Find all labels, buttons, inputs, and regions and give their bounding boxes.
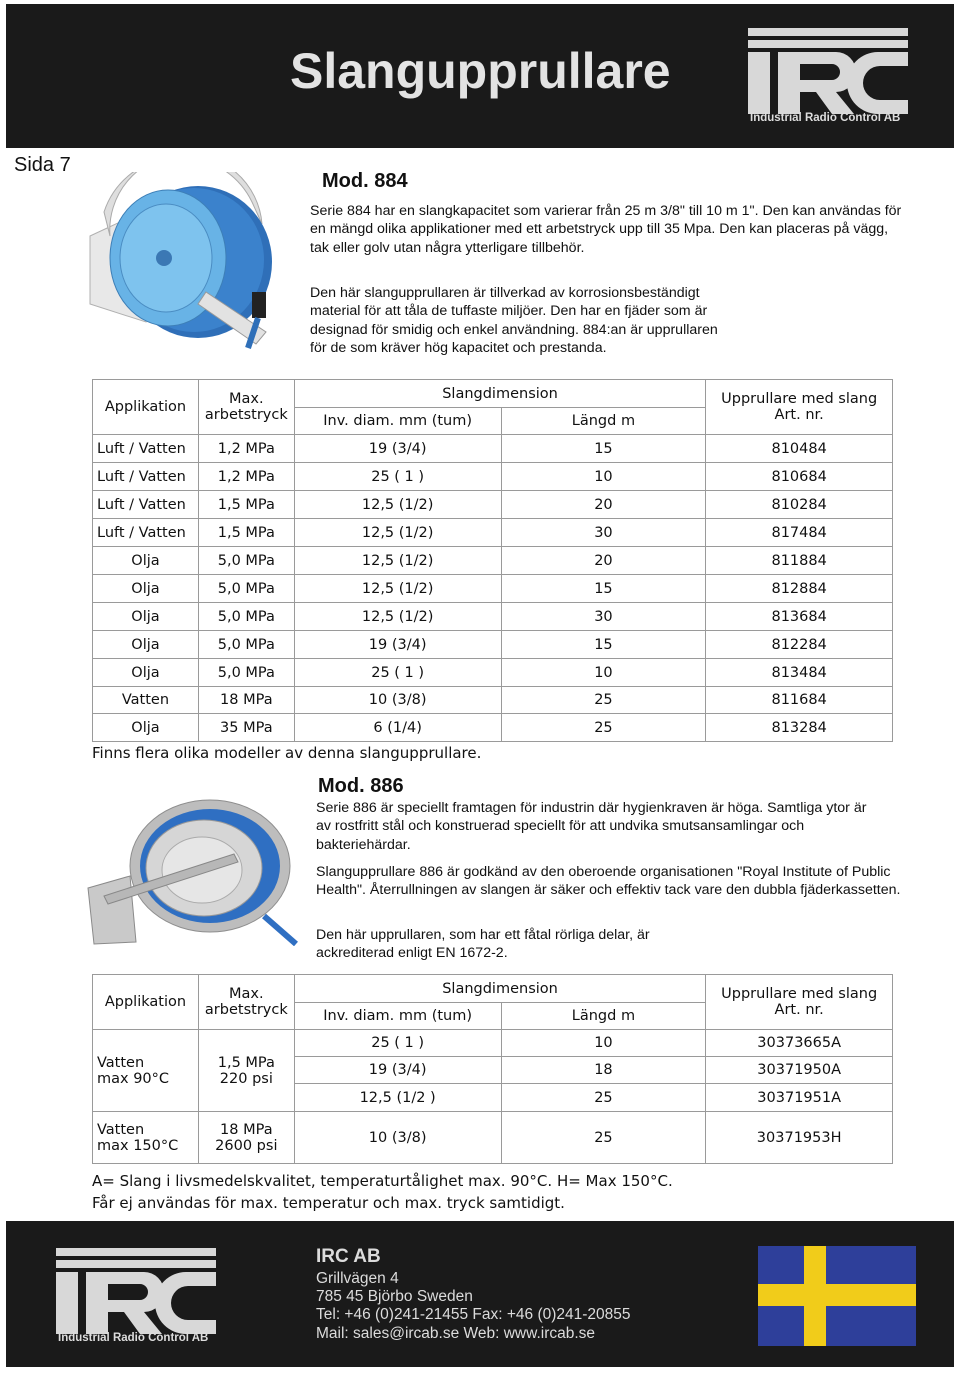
cell-art: 810484 [706, 435, 893, 463]
header-arbetstryck: arbetstryck [204, 1002, 288, 1018]
app-line: Vatten [97, 1054, 145, 1071]
cell-length: 20 [501, 491, 706, 519]
cell-length: 25 [501, 1112, 706, 1164]
pressure-mpa: 1,5 MPa [217, 1054, 275, 1071]
mod-886-note-2: Får ej användas för max. temperatur och max. tryck samtidigt. [92, 1194, 565, 1212]
mod-884-description: Serie 884 har en slangkapacitet som varierar från 25 m 3/8" till 10 m 1". Den kan användas för en mängd olika applikationer med ett arbetstryck upp till 35 Mpa. Den kan placeras på vägg, tak eller golv utan några ytterligare tillbehör. [310, 203, 902, 256]
footer-irc-logo [56, 1248, 218, 1348]
header-applikation: Applikation [93, 380, 199, 435]
cell-art: 810284 [706, 491, 893, 519]
header-slangdimension: Slangdimension [294, 975, 706, 1003]
irc-logo-mark [56, 1248, 216, 1334]
footer-phone-fax: Tel: +46 (0)241-21455 Fax: +46 (0)241-20855 [316, 1306, 631, 1323]
cell-pressure: 1,5 MPa [198, 491, 294, 519]
cell-length: 18 [501, 1057, 706, 1084]
cell-app-group1 [93, 1030, 199, 1112]
header-slangdimension: Slangdimension [294, 380, 706, 408]
cell-art: 812284 [706, 631, 893, 659]
cell-length: 10 [501, 463, 706, 491]
cell-length: 15 [501, 575, 706, 603]
cell-app: Luft / Vatten [93, 491, 199, 519]
footer-company: IRC AB [316, 1246, 381, 1267]
cell-app: Olja [93, 659, 199, 687]
hose-reel-884-image [86, 172, 282, 352]
cell-pressure: 1,2 MPa [198, 463, 294, 491]
footer-address-line1: Grillvägen 4 [316, 1270, 399, 1287]
hose-reel-886-image [84, 796, 300, 946]
cell-pressure: 5,0 MPa [198, 575, 294, 603]
cell-diam: 25 ( 1 ) [294, 463, 501, 491]
cell-pressure-group2 [198, 1112, 294, 1164]
irc-logo-mark [748, 28, 908, 114]
cell-diam: 12,5 (1/2) [294, 491, 501, 519]
table-row [93, 659, 893, 687]
cell-app: Olja [93, 603, 199, 631]
header-upprullare [706, 975, 893, 1030]
table-row [93, 491, 893, 519]
logo-subtitle: Industrial Radio Control AB [750, 112, 901, 124]
cell-diam: 12,5 (1/2) [294, 575, 501, 603]
cell-art: 812884 [706, 575, 893, 603]
pressure-mpa: 18 MPa [220, 1121, 273, 1138]
cell-pressure: 5,0 MPa [198, 603, 294, 631]
cell-diam: 19 (3/4) [294, 1057, 501, 1084]
mod-884-note: Finns flera olika modeller av denna slangupprullare. [92, 744, 482, 762]
cell-pressure: 5,0 MPa [198, 659, 294, 687]
cell-diam: 25 ( 1 ) [294, 659, 501, 687]
cell-app: Olja [93, 547, 199, 575]
mod-886-title: Mod. 886 [318, 775, 404, 797]
cell-diam: 12,5 (1/2) [294, 547, 501, 575]
cell-diam: 10 (3/8) [294, 1112, 501, 1164]
header-max-pressure [198, 975, 294, 1030]
cell-art: 813484 [706, 659, 893, 687]
swedish-flag-icon [758, 1246, 916, 1346]
cell-pressure-group1 [198, 1030, 294, 1112]
mod-886-accreditation: Den här upprullaren, som har ett fåtal rörliga delar, är ackrediterad enligt EN 1672-2. [316, 927, 650, 962]
header-inv-diam: Inv. diam. mm (tum) [294, 408, 501, 435]
cell-length: 25 [501, 687, 706, 714]
header-max: Max. [229, 986, 264, 1002]
table-row [93, 603, 893, 631]
mod-886-description: Serie 886 är speciellt framtagen för industrin där hygienkraven är höga. Samtliga ytor är av rostfritt stål och konstruerad speciellt för att undvika smutsansamlingar och bakteriehärdar. [316, 800, 867, 853]
cell-diam: 12,5 (1/2 ) [294, 1084, 501, 1112]
cell-length: 25 [501, 1084, 706, 1112]
pressure-psi: 220 psi [219, 1070, 273, 1087]
page-number: Sida 7 [14, 154, 71, 176]
cell-app: Luft / Vatten [93, 519, 199, 547]
table-row [93, 575, 893, 603]
cell-art: 813284 [706, 714, 893, 742]
cell-art: 30371953H [706, 1112, 893, 1164]
cell-pressure: 1,5 MPa [198, 519, 294, 547]
footer-logo-subtitle: Industrial Radio Control AB [58, 1332, 209, 1344]
header-upprullare [706, 380, 893, 435]
cell-length: 10 [501, 1030, 706, 1057]
cell-app: Vatten [93, 687, 199, 714]
mod-886-spec-table [92, 974, 893, 1164]
cell-diam: 25 ( 1 ) [294, 1030, 501, 1057]
cell-pressure: 18 MPa [198, 687, 294, 714]
header-max-pressure [198, 380, 294, 435]
cell-length: 25 [501, 714, 706, 742]
cell-app: Olja [93, 714, 199, 742]
header-upprullare-label: Upprullare med slang [721, 391, 878, 407]
cell-art: 811684 [706, 687, 893, 714]
cell-diam: 19 (3/4) [294, 631, 501, 659]
pressure-psi: 2600 psi [215, 1137, 278, 1154]
header-max: Max. [229, 391, 264, 407]
cell-app-group2 [93, 1112, 199, 1164]
header-applikation: Applikation [93, 975, 199, 1030]
app-line: Vatten [97, 1121, 145, 1138]
table-row [93, 1030, 893, 1057]
header-upprullare-label: Upprullare med slang [721, 986, 878, 1002]
cell-art: 30373665A [706, 1030, 893, 1057]
cell-length: 30 [501, 603, 706, 631]
footer-mail-web: Mail: sales@ircab.se Web: www.ircab.se [316, 1325, 596, 1342]
cell-app: Olja [93, 631, 199, 659]
header-art-nr: Art. nr. [774, 407, 824, 423]
cell-diam: 19 (3/4) [294, 435, 501, 463]
header-langd: Längd m [501, 408, 706, 435]
footer-address-line2: 785 45 Björbo Sweden [316, 1288, 473, 1305]
app-temp: max 150°C [97, 1137, 179, 1154]
cell-length: 10 [501, 659, 706, 687]
cell-art: 813684 [706, 603, 893, 631]
cell-art: 811884 [706, 547, 893, 575]
header-inv-diam: Inv. diam. mm (tum) [294, 1003, 501, 1030]
cell-art: 30371951A [706, 1084, 893, 1112]
cell-app: Luft / Vatten [93, 435, 199, 463]
cell-diam: 6 (1/4) [294, 714, 501, 742]
cell-pressure: 35 MPa [198, 714, 294, 742]
table-row [93, 519, 893, 547]
cell-art: 817484 [706, 519, 893, 547]
table-row [93, 435, 893, 463]
mod-884-spec-table [92, 379, 893, 742]
table-row [93, 1112, 893, 1164]
mod-884-title: Mod. 884 [322, 170, 408, 192]
cell-length: 15 [501, 631, 706, 659]
cell-diam: 12,5 (1/2) [294, 519, 501, 547]
cell-app: Luft / Vatten [93, 463, 199, 491]
cell-pressure: 1,2 MPa [198, 435, 294, 463]
cell-diam: 10 (3/8) [294, 687, 501, 714]
app-temp: max 90°C [97, 1070, 170, 1087]
cell-length: 30 [501, 519, 706, 547]
cell-art: 810684 [706, 463, 893, 491]
mod-884-features: Den här slangupprullaren är tillverkad av korrosionsbeständigt material för att tåla de tuffaste miljöer. Den har en fjäder som är designad för smidig och enkel användning. 884:an är upprullaren för de som kräver hög kapacitet och prestanda. [310, 285, 718, 356]
cell-length: 20 [501, 547, 706, 575]
irc-logo [748, 28, 908, 128]
table-row [93, 631, 893, 659]
cell-art: 30371950A [706, 1057, 893, 1084]
cell-app: Olja [93, 575, 199, 603]
table-row [93, 714, 893, 742]
page-header-title: Slangupprullare [290, 43, 671, 99]
header-arbetstryck: arbetstryck [204, 407, 288, 423]
header-langd: Längd m [501, 1003, 706, 1030]
cell-length: 15 [501, 435, 706, 463]
table-row [93, 687, 893, 714]
cell-diam: 12,5 (1/2) [294, 603, 501, 631]
table-row [93, 463, 893, 491]
cell-pressure: 5,0 MPa [198, 631, 294, 659]
table-row [93, 547, 893, 575]
mod-886-note-1: A= Slang i livsmedelskvalitet, temperaturtålighet max. 90°C. H= Max 150°C. [92, 1172, 673, 1190]
cell-pressure: 5,0 MPa [198, 547, 294, 575]
header-art-nr: Art. nr. [774, 1002, 824, 1018]
mod-886-approval: Slangupprullare 886 är godkänd av den oberoende organisationen "Royal Institute of Public Health". Återrullningen av slangen är säker och effektiv tack vare den dubbla fjäderkassetten. [316, 864, 901, 899]
